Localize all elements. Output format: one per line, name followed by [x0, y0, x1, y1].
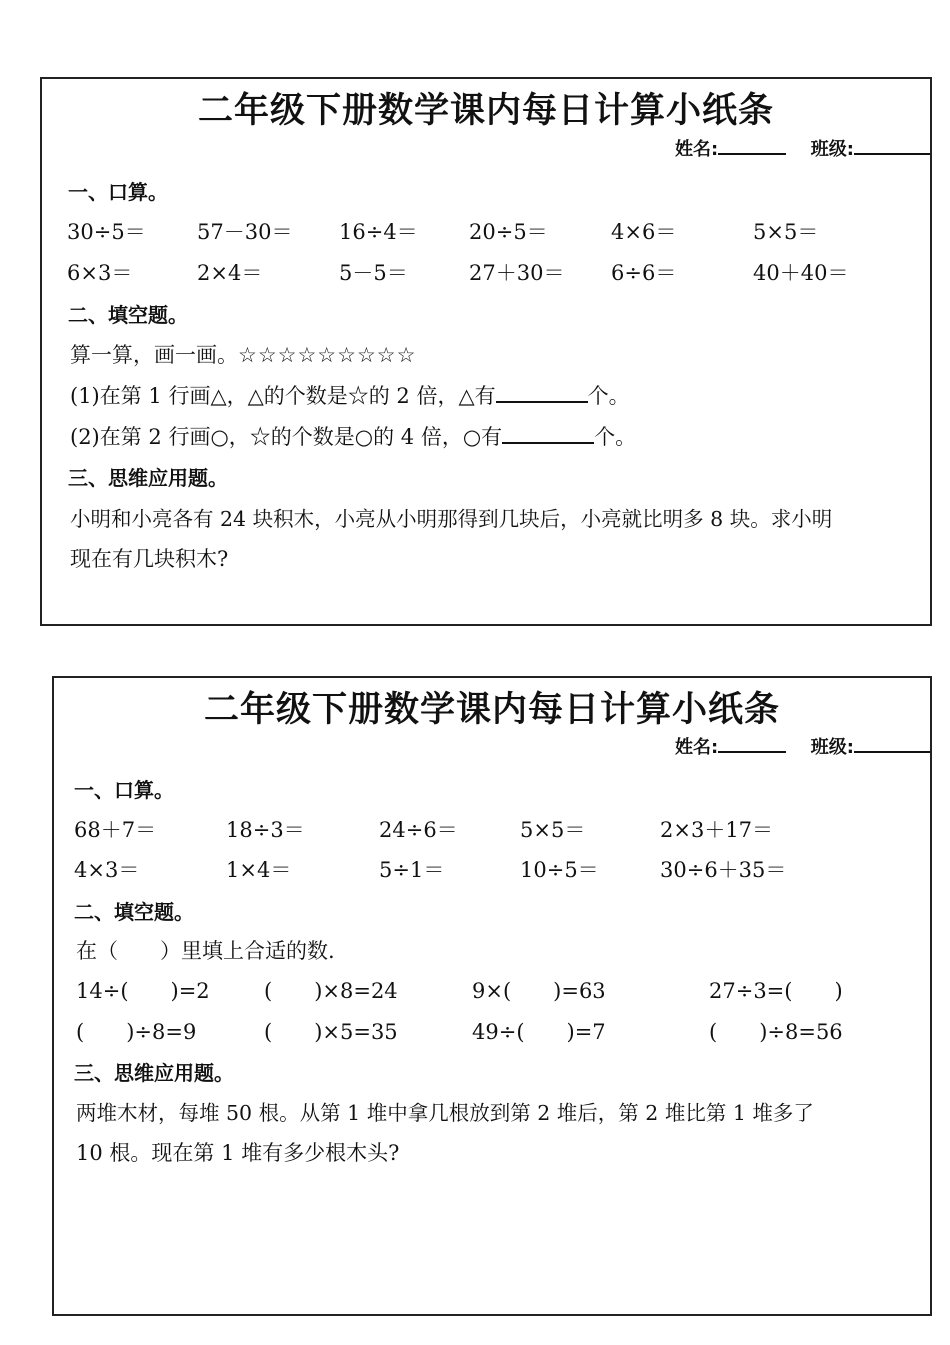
oral-problem: 16÷4＝ — [339, 220, 418, 244]
fill-question-text: (2)在第 2 行画○，☆的个数是○的 4 倍，○有 — [70, 425, 503, 449]
section-fill-heading: 二、填空题。 — [68, 303, 188, 327]
answer-blank[interactable] — [496, 383, 588, 403]
fill-problem: 14÷( )=2 — [76, 979, 210, 1003]
oral-problem: 30÷6＋35＝ — [660, 858, 787, 882]
application-text-line: 现在有几块积木? — [70, 547, 229, 571]
name-label: 姓名: — [675, 139, 719, 160]
fill-question-text: (1)在第 1 行画△，△的个数是☆的 2 倍，△有 — [70, 384, 496, 408]
fill-problem: ( )÷8=56 — [709, 1020, 843, 1044]
section-application-heading: 三、思维应用题。 — [74, 1061, 234, 1085]
fill-intro — [70, 339, 416, 369]
oral-problem: 5－5＝ — [339, 261, 408, 285]
worksheet-title: 二年级下册数学课内每日计算小纸条 — [197, 91, 774, 131]
worksheet-2 — [52, 676, 932, 1316]
star-row: ☆☆☆☆☆☆☆☆☆ — [238, 343, 417, 367]
oral-problem: 6÷6＝ — [611, 261, 677, 285]
fill-intro: 在（ ）里填上合适的数. — [76, 939, 335, 963]
oral-problem: 6×3＝ — [67, 261, 133, 285]
oral-problem: 20÷5＝ — [469, 220, 548, 244]
fill-question-suffix: 个。 — [587, 384, 630, 408]
fill-problem: ( )÷8=9 — [76, 1020, 197, 1044]
name-class-row — [675, 733, 930, 759]
fill-question-1 — [70, 380, 630, 410]
application-text-line: 两堆木材，每堆 50 根。从第 1 堆中拿几根放到第 2 堆后，第 2 堆比第 1 堆多了 — [76, 1101, 814, 1125]
fill-problem: 9×( )=63 — [472, 979, 606, 1003]
name-field[interactable] — [718, 137, 786, 155]
oral-problem: 2×4＝ — [197, 261, 263, 285]
fill-intro-text: 算一算，画一画。 — [70, 343, 238, 367]
oral-problem: 30÷5＝ — [67, 220, 146, 244]
oral-problem: 2×3＋17＝ — [660, 818, 774, 842]
oral-problem: 10÷5＝ — [520, 858, 599, 882]
worksheet-1 — [40, 77, 932, 626]
section-application-heading: 三、思维应用题。 — [68, 466, 228, 490]
fill-question-suffix: 个。 — [594, 425, 637, 449]
fill-question-2 — [70, 421, 636, 451]
oral-problem: 24÷6＝ — [379, 818, 458, 842]
name-class-row — [675, 135, 930, 161]
oral-problem: 5÷1＝ — [379, 858, 445, 882]
name-label: 姓名: — [675, 737, 719, 758]
oral-problem: 57－30＝ — [197, 220, 293, 244]
class-field[interactable] — [854, 735, 930, 753]
oral-problem: 18÷3＝ — [226, 818, 305, 842]
fill-problem: 49÷( )=7 — [472, 1020, 606, 1044]
oral-problem: 68＋7＝ — [74, 818, 157, 842]
fill-problem: ( )×8=24 — [264, 979, 398, 1003]
section-fill-heading: 二、填空题。 — [74, 900, 194, 924]
fill-problem: ( )×5=35 — [264, 1020, 398, 1044]
oral-problem: 5×5＝ — [753, 220, 819, 244]
answer-blank[interactable] — [502, 424, 594, 444]
section-oral-heading: 一、口算。 — [74, 778, 174, 802]
oral-problem: 5×5＝ — [520, 818, 586, 842]
section-oral-heading: 一、口算。 — [68, 180, 168, 204]
class-label: 班级: — [810, 139, 854, 160]
application-text-line: 10 根。现在第 1 堆有多少根木头? — [76, 1141, 400, 1165]
oral-problem: 4×6＝ — [611, 220, 677, 244]
worksheet-title: 二年级下册数学课内每日计算小纸条 — [203, 690, 780, 730]
fill-problem: 27÷3=( ) — [709, 979, 843, 1003]
oral-problem: 1×4＝ — [226, 858, 292, 882]
class-field[interactable] — [854, 137, 930, 155]
name-field[interactable] — [718, 735, 786, 753]
application-text-line: 小明和小亮各有 24 块积木，小亮从小明那得到几块后，小亮就比明多 8 块。求小明 — [70, 507, 833, 531]
oral-problem: 27＋30＝ — [469, 261, 565, 285]
oral-problem: 40＋40＝ — [753, 261, 849, 285]
oral-problem: 4×3＝ — [74, 858, 140, 882]
class-label: 班级: — [810, 737, 854, 758]
